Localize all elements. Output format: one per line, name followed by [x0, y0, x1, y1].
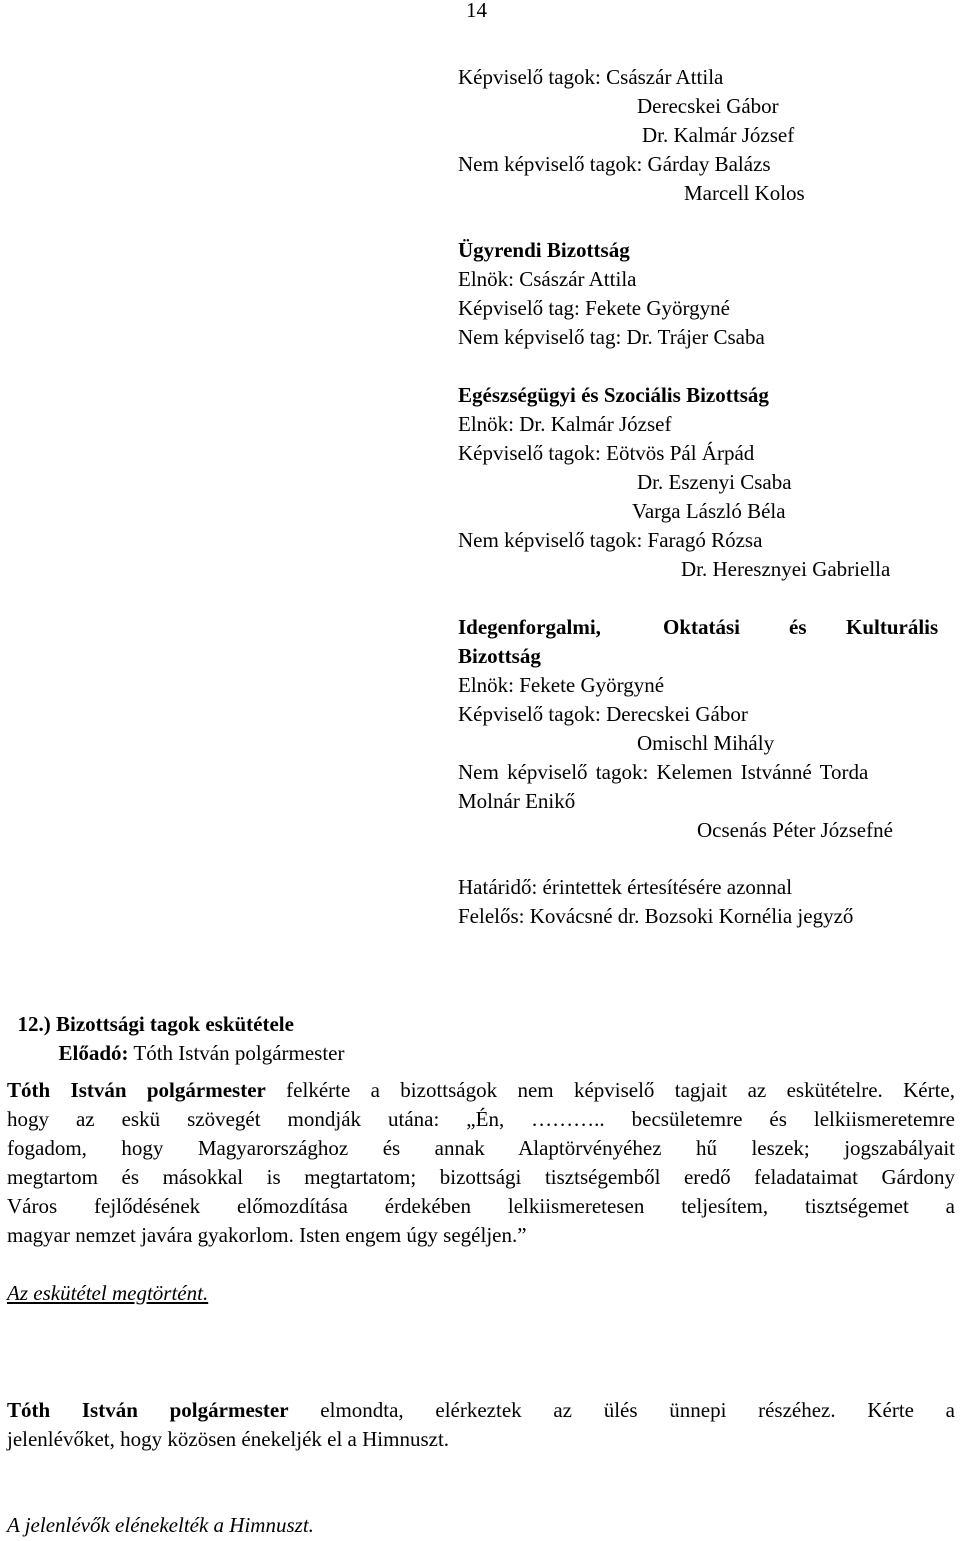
idegenforgalmi-nonrep-2: Ocsenás Péter Józsefné [697, 818, 893, 842]
presenter-name: Tóth István polgármester [128, 1041, 345, 1065]
rep-members-line-2: Derecskei Gábor [637, 94, 779, 118]
egeszsegugyi-rep-2: Dr. Eszenyi Csaba [637, 470, 792, 494]
responsible-line: Felelős: Kovácsné dr. Bozsoki Kornélia jegyző [458, 904, 854, 928]
oath-done-note: Az eskütétel megtörtént. [7, 1281, 209, 1305]
rep-members-line-1: Képviselő tagok: Császár Attila [458, 65, 724, 89]
oath-paragraph-line-1 [7, 1080, 955, 1101]
idegenforgalmi-title-w4: Kulturális [846, 615, 939, 639]
oath-line-1-rest: felkérte a bizottságok nem képviselő tagjait az eskütételre. Kérte, [265, 1078, 956, 1102]
egeszsegugyi-nonrep-2: Dr. Heresznyei Gabriella [681, 557, 891, 581]
anthem-paragraph-line-1 [7, 1400, 955, 1421]
anthem-speaker: Tóth István polgármester [7, 1398, 289, 1422]
rep-members-line-3: Dr. Kalmár József [642, 123, 795, 147]
egeszsegugyi-nonrep-1: Nem képviselő tagok: Faragó Rózsa [458, 528, 763, 552]
oath-paragraph-line-5: Város fejlődésének előmozdítása érdekében lelkiismeretesen teljesítem, tisztségemet a [7, 1194, 955, 1218]
ugyrendi-title: Ügyrendi Bizottság [458, 238, 630, 262]
section-12-title: Bizottsági tagok eskütétele [50, 1012, 294, 1036]
idegenforgalmi-nonrep-1b: Molnár Enikő [458, 789, 576, 813]
idegenforgalmi-title-w3: és [789, 615, 807, 639]
deadline-line: Határidő: érintettek értesítésére azonnal [458, 875, 793, 899]
egeszsegugyi-rep-1: Képviselő tagok: Eötvös Pál Árpád [458, 441, 755, 465]
idegenforgalmi-nonrep-1: Nem képviselő tagok: Kelemen Istvánné Torda [458, 760, 869, 784]
idegenforgalmi-title-w2: Oktatási [663, 615, 741, 639]
oath-paragraph-line-6: magyar nemzet javára gyakorlom. Isten engem úgy segéljen.” [7, 1223, 527, 1247]
presenter-label: Előadó: [58, 1041, 129, 1065]
idegenforgalmi-chair: Elnök: Fekete Györgyné [458, 673, 665, 697]
idegenforgalmi-title-line-2: Bizottság [458, 644, 541, 668]
idegenforgalmi-rep-1: Képviselő tagok: Derecskei Gábor [458, 702, 748, 726]
oath-paragraph-line-4: megtartom és másokkal is megtartatom; bizottsági tisztségemből eredő feladataimat Gárdony [7, 1165, 955, 1189]
ugyrendi-nonrep: Nem képviselő tag: Dr. Trájer Csaba [458, 325, 765, 349]
egeszsegugyi-title: Egészségügyi és Szociális Bizottság [458, 383, 769, 407]
egeszsegugyi-chair: Elnök: Dr. Kalmár József [458, 412, 672, 436]
anthem-paragraph-line-2: jelenlévőket, hogy közösen énekeljék el a Himnuszt. [7, 1427, 450, 1451]
anthem-line-1-rest: elmondta, elérkeztek az ülés ünnepi részéhez. Kérte a [288, 1398, 956, 1422]
section-12-presenter [48, 1022, 345, 1064]
nonrep-members-line-2: Marcell Kolos [684, 181, 805, 205]
ugyrendi-rep: Képviselő tag: Fekete Györgyné [458, 296, 730, 320]
anthem-done-note: A jelenlévők elénekelték a Himnuszt. [7, 1513, 314, 1537]
oath-paragraph-line-2: hogy az eskü szövegét mondják utána: „Én, ……….. becsületemre és lelkiismeretemre [7, 1107, 955, 1131]
section-12-number: 12.) [17, 1012, 51, 1036]
egeszsegugyi-rep-3: Varga László Béla [632, 499, 786, 523]
oath-paragraph-line-3: fogadom, hogy Magyarországhoz és annak Alaptörvényéhez hű leszek; jogszabályait [7, 1136, 955, 1160]
nonrep-members-line-1: Nem képviselő tagok: Gárday Balázs [458, 152, 771, 176]
ugyrendi-chair: Elnök: Császár Attila [458, 267, 637, 291]
oath-speaker: Tóth István polgármester [7, 1078, 266, 1102]
idegenforgalmi-title-w1: Idegenforgalmi, [458, 615, 601, 639]
idegenforgalmi-rep-2: Omischl Mihály [637, 731, 775, 755]
page-number: 14 [466, 0, 487, 22]
